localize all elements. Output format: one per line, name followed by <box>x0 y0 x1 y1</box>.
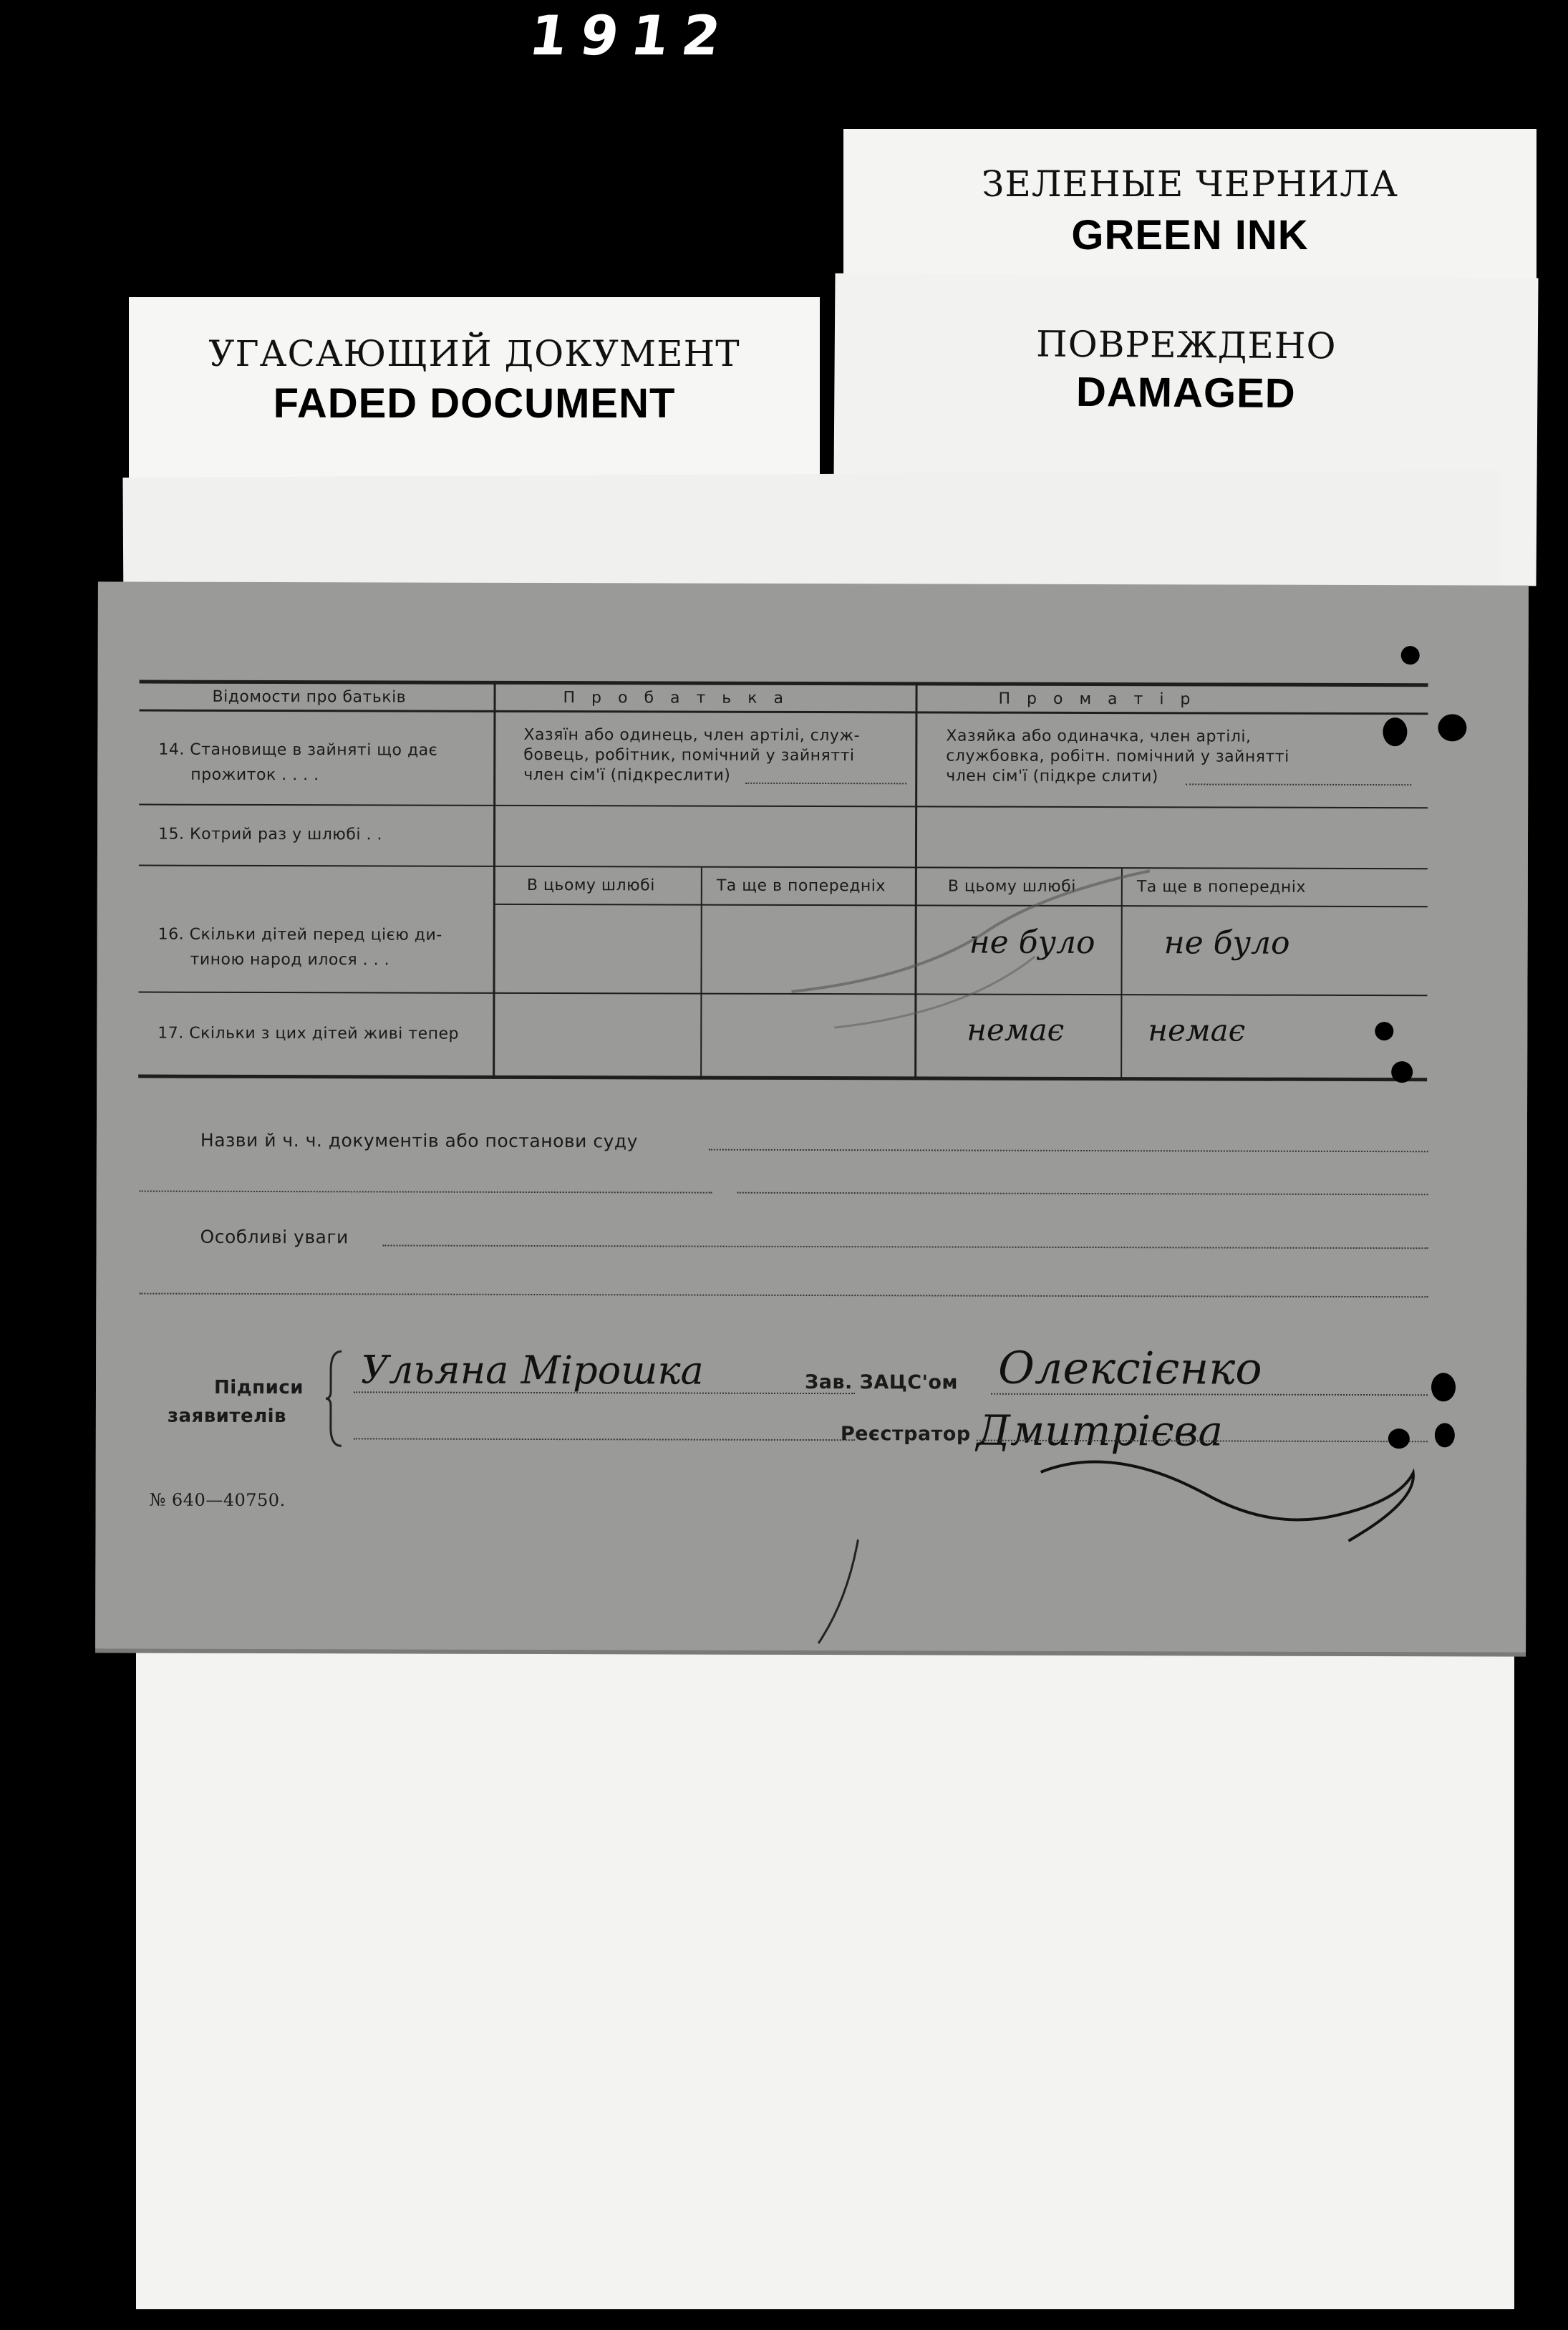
faded-stamp-marks <box>777 849 1207 1036</box>
applicant-signature-line-2 <box>354 1438 855 1441</box>
handwritten-page-number: 1912 <box>525 4 737 67</box>
subheader-father-this: В цьому шлюбі <box>526 876 655 895</box>
row14-father-line3: член сім'ї (підкреслити) <box>523 765 731 785</box>
punch-hole <box>1435 1423 1455 1447</box>
documents-dotline-2a <box>140 1191 712 1194</box>
applicant-signature: Ульяна Мірошка <box>360 1347 704 1393</box>
documents-dotline-1 <box>709 1149 1428 1153</box>
row17-mother-prev-value: немає <box>1148 1012 1246 1048</box>
registrar-signature-flourish <box>1026 1429 1427 1552</box>
row15-label: 15. Котрий раз у шлюбі . . <box>158 825 383 844</box>
head-signature-line <box>991 1393 1428 1396</box>
header-mother: П р о м а т і р <box>998 690 1196 709</box>
registration-form-card <box>95 581 1529 1652</box>
punch-hole <box>1438 714 1466 741</box>
signatures-brace <box>324 1348 345 1449</box>
row16-mother-this-value: не було <box>969 924 1095 962</box>
damaged-label-ru: ПОВРЕЖДЕНО <box>1035 323 1337 367</box>
subheader-father-prev: Та ще в попередніх <box>716 876 886 896</box>
punch-hole <box>1375 1022 1393 1040</box>
table-bottom-border <box>138 1075 1427 1082</box>
row14-border <box>139 804 1428 809</box>
notes-dotline-1 <box>383 1244 1428 1249</box>
row16-mother-prev-value: не було <box>1163 924 1290 962</box>
green-ink-label-ru: ЗЕЛЕНЫЕ ЧЕРНИЛА <box>982 163 1398 205</box>
row14-mother-line3: член сім'ї (підкре слити) <box>946 767 1158 786</box>
applicant-signature-line-1 <box>354 1391 855 1394</box>
form-number: № 640—40750. <box>149 1489 286 1511</box>
punch-hole <box>1401 646 1420 664</box>
row14-label-line2: прожиток . . . . <box>190 765 319 785</box>
row14-mother-dotline <box>1186 783 1411 785</box>
col-divider-1 <box>493 681 495 1079</box>
punch-hole <box>1388 1429 1410 1449</box>
punch-hole <box>1391 1061 1413 1083</box>
punch-hole <box>1383 717 1407 746</box>
row17-label: 17. Скільки з цих дітей живі тепер <box>158 1024 460 1043</box>
table-header-border <box>139 710 1428 715</box>
documents-label: Назви й ч. ч. документів або постанови суду <box>200 1129 639 1152</box>
row14-label-line1: 14. Становище в зайняті що дає <box>158 740 438 760</box>
row14-father-line2: бовець, робітник, помічний у зайнятті <box>523 745 855 765</box>
notes-label: Особливі уваги <box>200 1226 349 1248</box>
header-parents-info: Відомости про батьків <box>212 687 407 707</box>
head-signature: Олексієнко <box>997 1341 1262 1395</box>
registrar-signature: Дмитрієва <box>976 1406 1224 1456</box>
stray-pen-mark <box>811 1536 868 1650</box>
documents-dotline-2b <box>737 1192 1428 1196</box>
backing-sheet-bottom <box>136 1604 1514 2309</box>
signatures-label-1: Підписи <box>213 1376 304 1399</box>
registrar-label: Реєстратор <box>840 1423 971 1446</box>
signatures-label-2: заявителів <box>167 1405 287 1428</box>
row14-mother-line1: Хазяйка або одиначка, член артілі, <box>946 727 1252 746</box>
notes-dotline-2 <box>139 1293 1428 1298</box>
row14-mother-line2: службовка, робітн. помічний у зайнятті <box>946 747 1289 766</box>
damaged-label-en: DAMAGED <box>1075 368 1296 417</box>
header-father: П р о б а т ь к а <box>563 689 790 707</box>
green-ink-label-en: GREEN INK <box>1071 212 1309 258</box>
subheader-mother-this: В цьому шлюбі <box>947 877 1076 896</box>
faded-document-label-en: FADED DOCUMENT <box>273 380 676 427</box>
row16-label-line2: тиною народ илося . . . <box>190 950 390 970</box>
row16-label-line1: 16. Скільки дітей перед цією ди- <box>158 925 442 944</box>
col-divider-father-sub <box>700 868 702 1080</box>
row14-father-line1: Хазяїн або одинець, член артілі, служ- <box>523 725 861 745</box>
table-top-border <box>140 680 1428 687</box>
row14-father-dotline <box>745 783 906 785</box>
subheader-mother-prev: Та ще в попередніх <box>1136 878 1306 896</box>
head-label: Зав. ЗАЦС'ом <box>804 1371 959 1394</box>
faded-document-label-ru: УГАСАЮЩИЙ ДОКУМЕНТ <box>208 333 740 374</box>
row17-mother-this-value: немає <box>967 1012 1065 1048</box>
punch-hole <box>1431 1373 1456 1401</box>
